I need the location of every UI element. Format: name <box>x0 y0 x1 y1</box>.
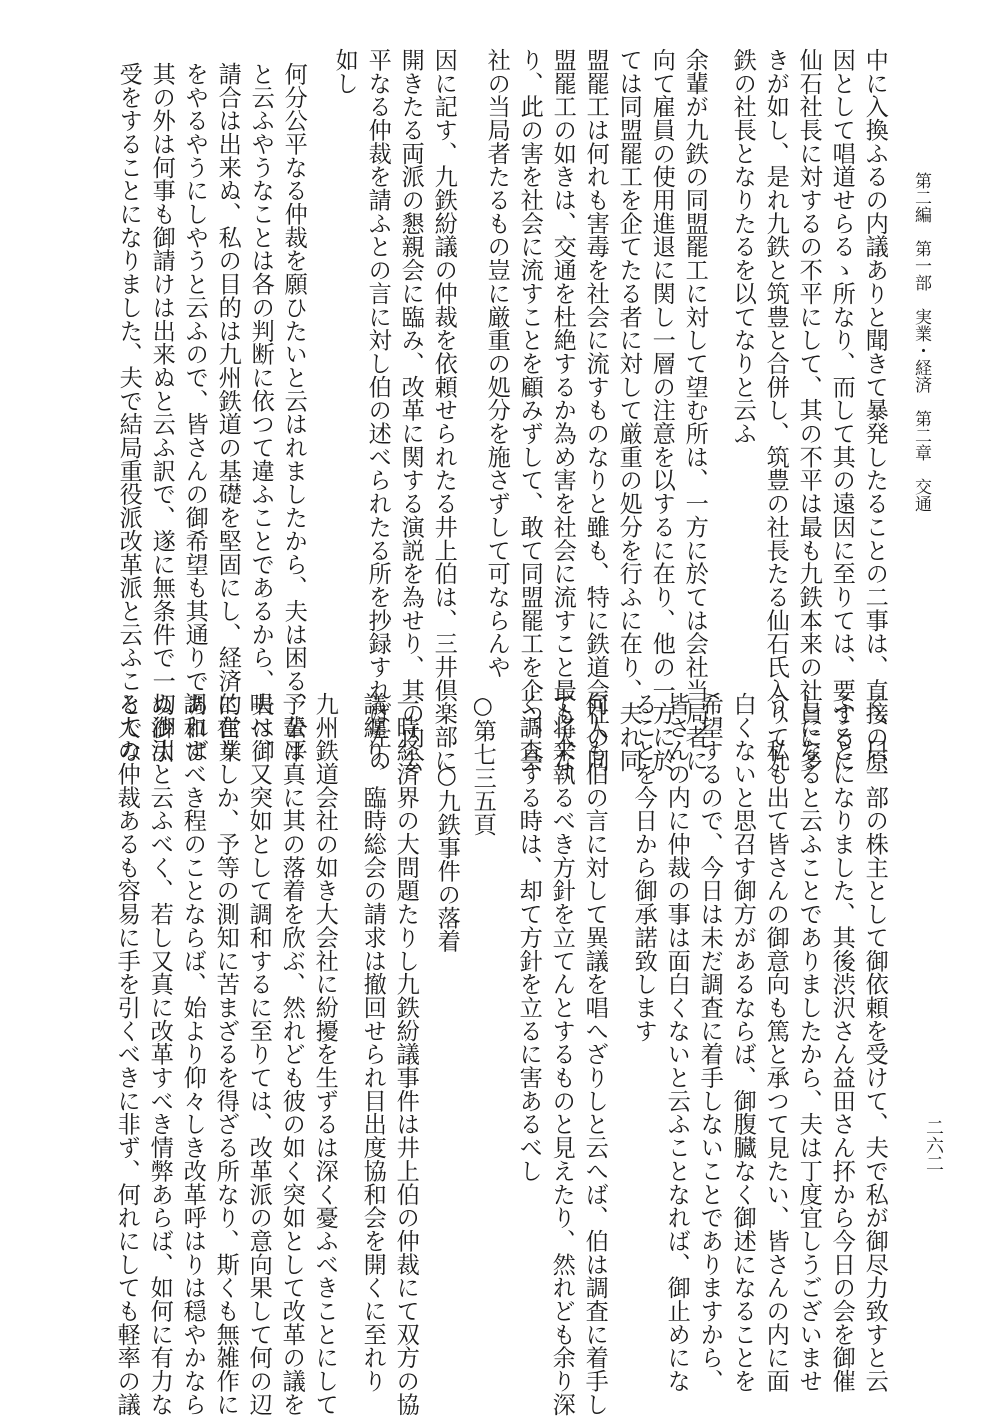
text-column: て将来執るべき方針を立てんとするものと見えたり、然れども余り深 <box>548 692 576 1416</box>
text-column: に在りしか、予等の測知に苦まざるを得ざる所なり、斯くも無雑作に <box>212 692 240 1416</box>
text-column: 仙石社長に対するの不平にして、其の不平は最も九鉄本来の社員に多 <box>795 48 823 772</box>
text-column: 皆さんの内に仲裁の事は面白くないと云ふことなれば、御止めにな <box>663 692 691 1393</box>
text-column: 希望するので、今日は未だ調査に着手しないことでありますから、 <box>696 692 724 1393</box>
text-column: 何分公平なる仲裁を願ひたいと云はれましたから、夫は困る、公平 <box>280 62 308 763</box>
text-column: をやるやうにしやうと云ふので、皆さんの御希望も其通りであれば <box>181 62 209 763</box>
running-header: 第二編 第一部 実業・経済 第二章 交通 <box>911 172 931 512</box>
text-column: 議纏り、臨時総会の請求は撤回せられ目出度協和会を開くに至れり <box>359 692 387 1393</box>
text-column: 鉄の社長となりたるを以てなりと云ふ <box>729 48 757 445</box>
text-column: ○第七三五頁 <box>469 692 497 836</box>
text-column: ては同盟罷工を企てたる者に対して厳重の処分を行ふに在り、夫れ同 <box>615 48 643 772</box>
text-column: 何人も伯の言に対して異議を唱へざりしと云へば、伯は調査に着手し <box>581 692 609 1416</box>
text-column: く、只一部の株主として御依頼を受けて、夫で私が御尽力致すと云 <box>861 692 889 1393</box>
text-column: 九州鉄道会社の如き大会社に紛擾を生ずるは深く憂ふべきことにして <box>311 692 339 1416</box>
text-column: きが如し、是れ九鉄と筑豊と合併し、筑豊の社長たる仙石氏入りて九 <box>762 48 790 772</box>
text-column: ることを今日から御承諾致します <box>630 692 658 1043</box>
text-column: ふことになりました、其後渋沢さん益田さん抔から今日の会を御催 <box>828 692 856 1393</box>
text-column: 因に記す、九鉄紛議の仲裁を依頼せられたる井上伯は、三井倶楽部に <box>430 48 458 772</box>
text-column: 盟罷工は何れも害毒を社会に流すものなりと雖も、特に鉄道会社の同 <box>582 48 610 772</box>
text-column: 社の当局者たるもの豈に厳重の処分を施さずして可ならんや <box>483 48 511 679</box>
text-column: しになると云ふことでありましたから、夫は丁度宜しうございませ <box>795 692 823 1393</box>
text-column: 如し <box>331 48 359 95</box>
text-column: 調和すべき程のことならば、始より仰々しき改革呼はりは穏やかなら <box>179 692 207 1416</box>
text-column: 一時経済界の大問題たりし九鉄紛議事件は井上伯の仲裁にて双方の協 <box>392 692 420 1416</box>
section-heading: ○九鉄事件の落着 <box>433 692 461 953</box>
text-column: と云ふやうなことは各の判断に依つて違ふことであるから、夫は御 <box>247 62 275 763</box>
text-column: 向て雇員の使用進退に関し一層の注意を以するに在り、他の一方に於 <box>648 48 676 772</box>
text-column: 白くないと思召す御方があるならば、御腹臓なく御述になることを <box>729 692 757 1393</box>
text-column: 盟罷工の如きは、交通を杜絶するか為め害を社会に流すこと最も大な <box>549 48 577 772</box>
text-column: る人の仲裁あるも容易に手を引くべきに非ず、何れにしても軽率の議 <box>113 692 141 1416</box>
text-column: 其の外は何事も御請けは出来ぬと云ふ訳で、遂に無条件で一切御引 <box>148 62 176 763</box>
text-column: 受をすることになりました、夫で結局重役派改革派と云ふことでな <box>115 62 143 763</box>
text-column: 請合は出来ぬ、私の目的は九州鉄道の基礎を堅固にし、経済的営業 <box>214 62 242 763</box>
text-column: 因として唱道せらるゝ所なり、而して其の遠因に至りては、要するに <box>828 48 856 772</box>
page-number: 二六二 <box>923 1118 944 1172</box>
text-column: 平なる仲裁を請ふとの言に対し伯の述べられたる所を抄録すれば左の <box>364 48 392 772</box>
text-column: 予輩は真に其の落着を欣ぶ、然れども彼の如く突如として改革の議を <box>278 692 306 1416</box>
text-column: ぬ沙汰と云ふべく、若し又真に改革すべき情弊あらば、如何に有力な <box>146 692 174 1416</box>
text-column: う、私も出て皆さんの御意向も篤と承つて見たい、皆さんの内に面 <box>762 692 790 1393</box>
text-column: 中に入換ふるの内議ありと聞きて暴発したることの二事は、直接の原 <box>861 48 889 772</box>
text-column: 唱へ、又突如として調和するに至りては、改革派の意向果して何の辺 <box>245 692 273 1416</box>
text-column: 余輩が九鉄の同盟罷工に対して望む所は、一方に於ては会社当局者に <box>681 48 709 772</box>
text-column: 開きたる両派の懇親会に臨み、改革に関する演説を為せり、其の内公 <box>397 48 425 772</box>
text-column: く調査する時は、却て方針を立るに害あるべし <box>515 692 543 1183</box>
text-column: り、此の害を社会に流すことを顧みずして、敢て同盟罷工を企つ、会 <box>516 48 544 772</box>
